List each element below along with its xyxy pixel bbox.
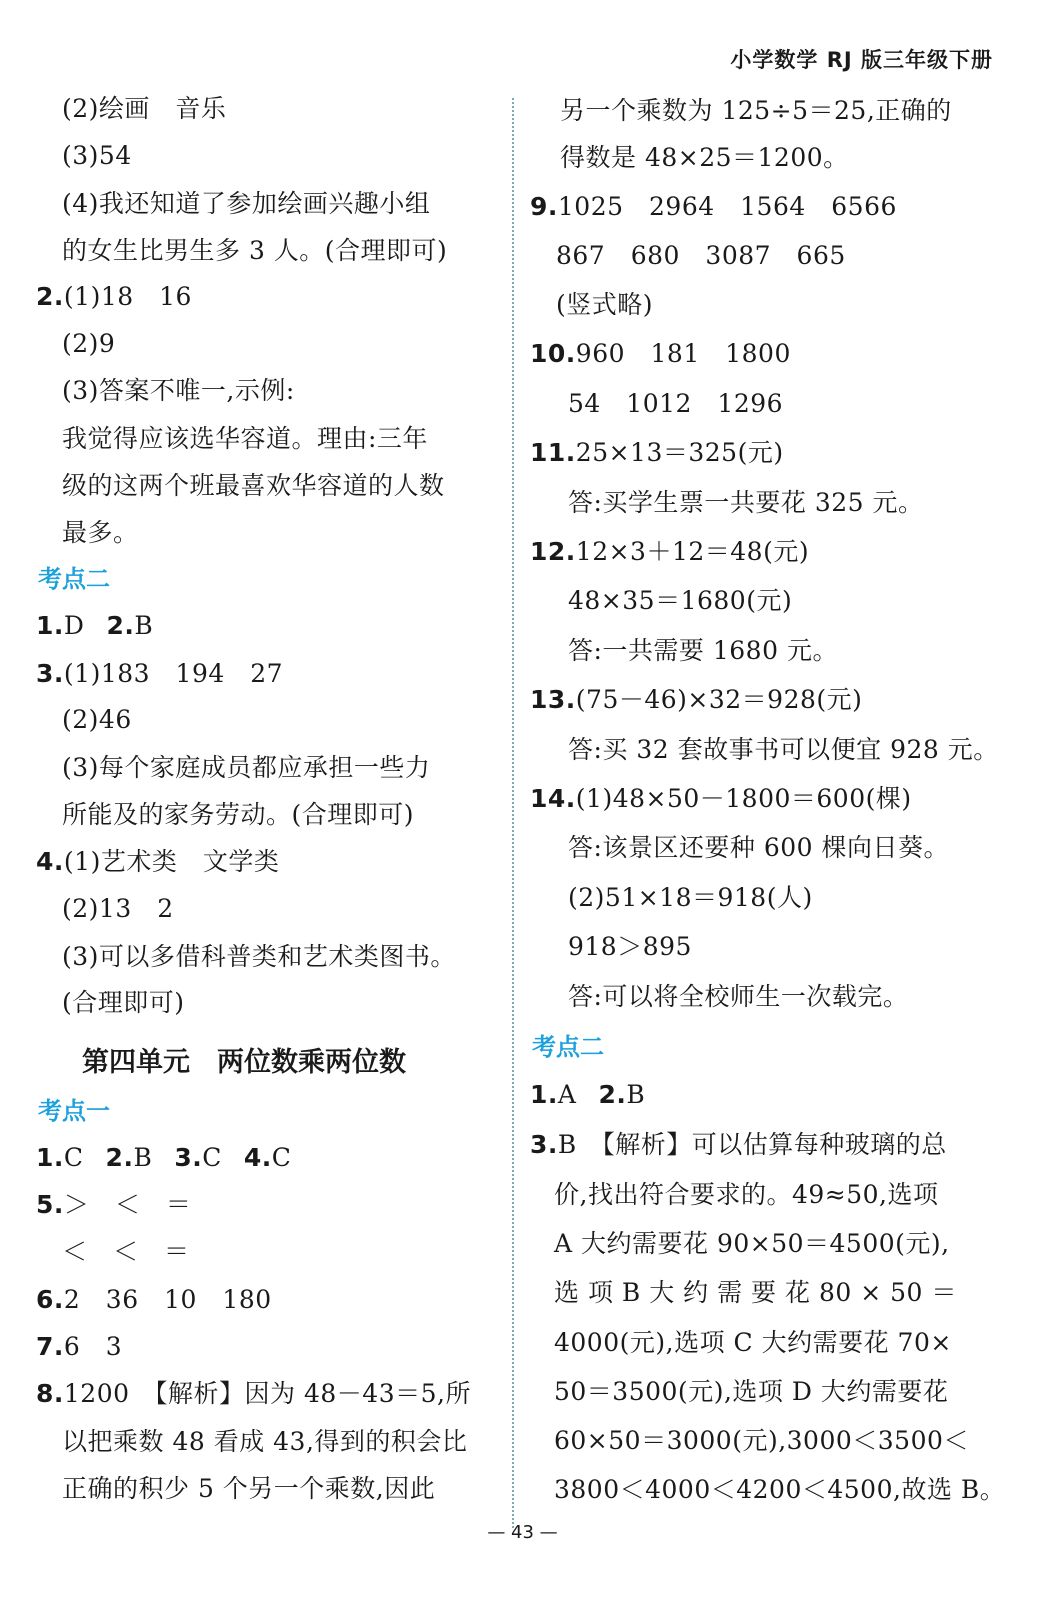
answer-line: 48×35＝1680(元) [568,586,793,615]
question-11 [530,438,784,468]
question-number: 11. [530,438,576,467]
question-number: 4. [36,847,64,876]
question-5 [36,1190,191,1220]
answer-text: (1)艺术类 文学类 [63,847,280,876]
answer-line: 得数是 48×25＝1200。 [560,143,849,172]
answer-text: C [63,1143,84,1172]
answer-line: 60×50＝3000(元),3000＜3500＜ [554,1426,969,1455]
answer-text: B [134,611,154,640]
answer-line: 54 1012 1296 [568,389,784,418]
answer-line: 另一个乘数为 125÷5＝25,正确的 [560,96,952,125]
answer-line: 最多。 [62,518,139,547]
question-number: 8. [36,1379,64,1408]
answer-line: (3)答案不唯一,示例: [62,376,295,405]
question-number: 3. [174,1143,203,1172]
unit-title: 第四单元 两位数乘两位数 [82,1047,406,1078]
answer-line: 50＝3500(元),选项 D 大约需要花 [554,1377,949,1406]
answer-line: (2)绘画 音乐 [62,94,227,123]
answer-line: 918＞895 [568,932,692,961]
answer-text: C [271,1143,292,1172]
answer-line: 答:一共需要 1680 元。 [568,636,838,665]
answer-line: (3)可以多借科普类和艺术类图书。 [62,942,456,971]
answer-line: (2)9 [62,329,116,358]
answer-line: 所能及的家务劳动。(合理即可) [62,800,415,829]
answer-text: 12×3＋12＝48(元) [575,537,810,566]
answer-text: B [133,1143,153,1172]
answer-line: A 大约需要花 90×50＝4500(元), [554,1229,950,1258]
answer-line: 答:买学生票一共要花 325 元。 [568,488,924,517]
question-6 [36,1285,272,1315]
answer-line: (合理即可) [62,988,185,1017]
section-heading: 考点二 [532,1033,604,1061]
question-number: 2. [598,1080,627,1109]
question-3 [530,1130,947,1160]
question-13 [530,685,862,715]
answer-line: 以把乘数 48 看成 43,得到的积会比 [62,1427,468,1456]
answer-line: 级的这两个班最喜欢华容道的人数 [62,471,445,500]
answer-line: (3)54 [62,141,132,170]
question-number: 5. [36,1190,64,1219]
question-1-4 [36,1143,291,1173]
answer-text: C [202,1143,222,1172]
answer-text: 1200 【解析】因为 48－43＝5,所 [63,1379,471,1408]
answer-line: 答:该景区还要种 600 棵向日葵。 [568,833,950,862]
answer-text: B 【解析】可以估算每种玻璃的总 [557,1130,947,1159]
answer-line: 正确的积少 5 个另一个乘数,因此 [62,1474,436,1503]
answer-text: 25×13＝325(元) [575,438,784,467]
question-number: 13. [530,685,576,714]
answer-line: (2)51×18＝918(人) [568,883,813,912]
question-number: 1. [530,1080,558,1109]
question-number: 1. [36,1143,64,1172]
question-number: 14. [530,784,576,813]
question-number: 3. [36,659,64,688]
question-1-2 [530,1080,645,1110]
answer-text: (1)183 194 27 [63,659,284,688]
question-number: 12. [530,537,576,566]
answer-line: 4000(元),选项 C 大约需要花 70× [554,1328,952,1357]
answer-line: 3800＜4000＜4200＜4500,故选 B。 [554,1475,1006,1504]
answer-text: 960 181 1800 [575,339,791,368]
answer-text: B [626,1080,646,1109]
section-heading: 考点一 [38,1097,110,1125]
question-14 [530,784,912,814]
column-divider [512,98,514,1528]
answer-line: 价,找出符合要求的。49≈50,选项 [554,1180,939,1209]
question-8 [36,1379,471,1409]
answer-line: 答:可以将全校师生一次载完。 [568,982,909,1011]
answer-line: ＜ ＜ ＝ [62,1237,190,1266]
question-number: 7. [36,1332,64,1361]
answer-line: 867 680 3087 665 [556,241,846,270]
question-number: 2. [105,1143,134,1172]
question-number: 3. [530,1130,558,1159]
answer-line: 答:买 32 套故事书可以便宜 928 元。 [568,735,999,764]
answer-text: (75－46)×32＝928(元) [575,685,863,714]
question-number: 9. [530,192,558,221]
book-header: 小学数学 RJ 版三年级下册 [730,48,993,72]
question-number: 6. [36,1285,64,1314]
answer-line: 的女生比男生多 3 人。(合理即可) [62,236,448,265]
answer-line: (2)46 [62,705,132,734]
section-heading: 考点二 [38,565,110,593]
answer-text: (1)18 16 [63,282,192,311]
question-9 [530,192,897,222]
question-2 [36,282,192,312]
question-number: 1. [36,611,64,640]
answer-line: 我觉得应该选华容道。理由:三年 [62,424,428,453]
question-10 [530,339,791,369]
answer-text: 1025 2964 1564 6566 [557,192,897,221]
answer-text: A [557,1080,577,1109]
answer-text: 2 36 10 180 [63,1285,272,1314]
answer-text: D [63,611,85,640]
question-4 [36,847,279,877]
question-12 [530,537,809,567]
answer-line: (2)13 2 [62,894,174,923]
answer-text: (1)48×50－1800＝600(棵) [575,784,912,813]
answer-line: (竖式略) [556,290,654,319]
answer-line: (4)我还知道了参加绘画兴趣小组 [62,189,431,218]
answer-text: 6 3 [63,1332,123,1361]
question-3 [36,659,283,689]
question-number: 2. [36,282,64,311]
question-number: 4. [243,1143,272,1172]
question-7 [36,1332,122,1362]
question-number: 2. [106,611,135,640]
question-1-2 [36,611,153,641]
answer-text: ＞ ＜ ＝ [63,1190,192,1219]
question-number: 10. [530,339,576,368]
page-number: — 43 — [487,1522,558,1543]
answer-line: (3)每个家庭成员都应承担一些力 [62,753,431,782]
answer-line: 选 项 B 大 约 需 要 花 80 × 50 ＝ [554,1278,957,1307]
